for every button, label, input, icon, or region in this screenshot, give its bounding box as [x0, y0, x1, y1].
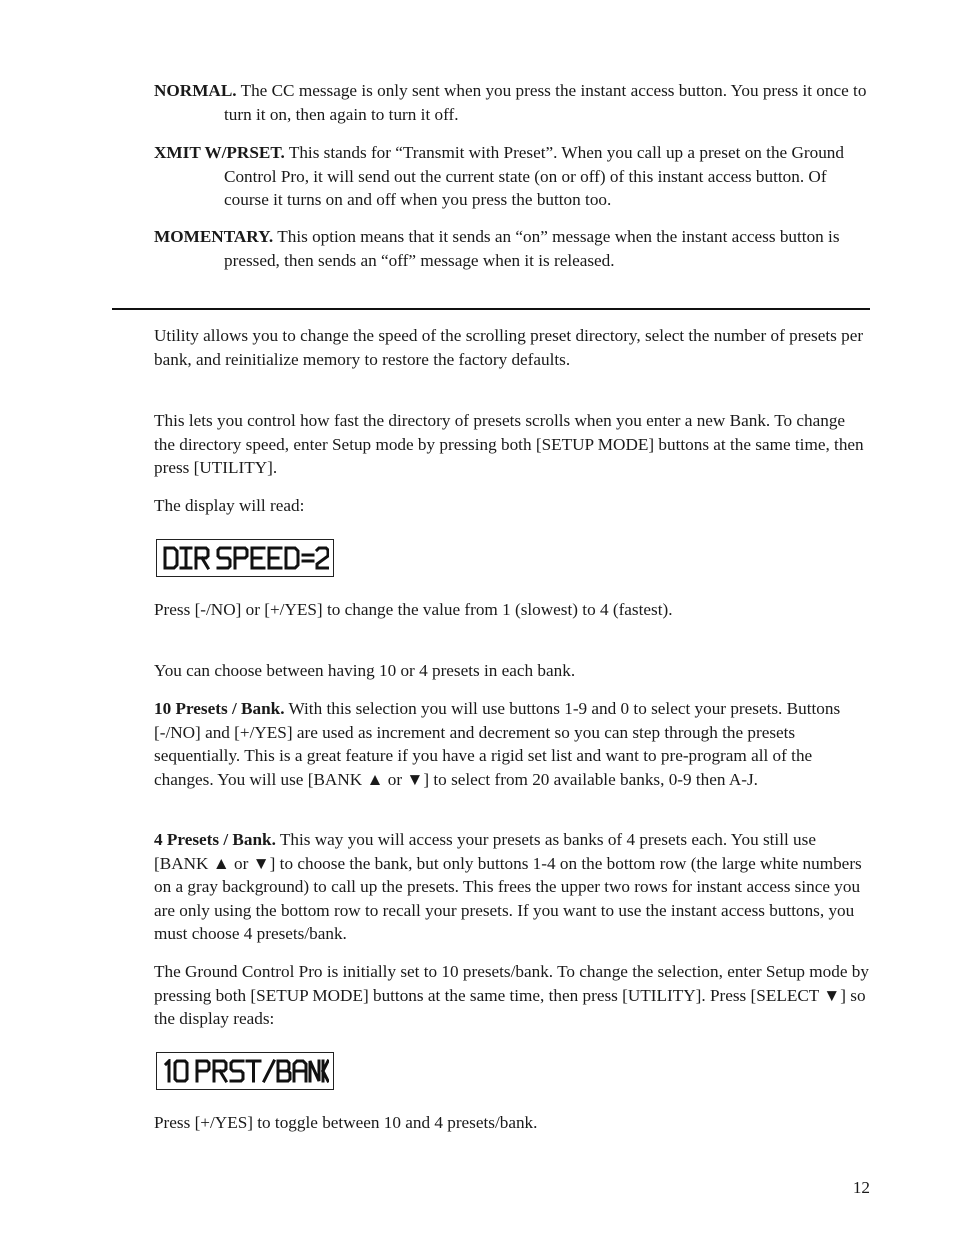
mode-normal-paragraph — [154, 79, 870, 126]
section-divider — [112, 308, 870, 310]
four-presets-text: This way you will access your presets as banks of 4 presets each. You still use [BANK ▲ or ▼] to choose the bank, but only buttons 1-4 on the bottom row (the large white numbers on a gray background) to call up the presets. This frees the upper two rows for instant access since you are only using the bottom row to recall your presets. If you want to use the instant access buttons, you must choose 4 presets/bank. — [154, 830, 862, 943]
initial-setting-paragraph: The Ground Control Pro is initially set to 10 presets/bank. To change the selection, enter Setup mode by pressing both [SETUP MODE] buttons at the same time, then press [UTILITY]. Press [SELECT ▼] so the display reads: — [154, 962, 869, 1028]
mode-xmit-paragraph — [154, 141, 870, 212]
four-presets-term: 4 Presets / Bank. — [154, 830, 276, 849]
lcd-display-dir-speed — [156, 539, 334, 577]
toggle-press: Press [+/YES] to toggle between 10 and 4 presets/bank. — [154, 1113, 538, 1132]
mode-normal-term: NORMAL. — [154, 81, 237, 100]
ten-presets-term: 10 Presets / Bank. — [154, 699, 285, 718]
lcd-text-prst-bank — [163, 1059, 329, 1085]
lcd-display-prst-bank — [156, 1052, 334, 1090]
mode-momentary-term: MOMENTARY. — [154, 227, 274, 246]
page-number: 12 — [852, 1178, 870, 1197]
display-intro: The display will read: — [154, 496, 305, 515]
mode-momentary-paragraph — [154, 225, 870, 272]
ten-presets-text: With this selection you will use buttons 1-9 and 0 to select your presets. Buttons [-/NO] and [+/YES] are used as increment and decrement so you can step through the presets sequentially. This is a great feature if you have a rigid set list and want to pre-program all of the changes. You will use [BANK ▲ or ▼] to select from 20 available banks, 0-9 then A-J. — [154, 699, 841, 789]
dir-speed-press: Press [-/NO] or [+/YES] to change the value from 1 (slowest) to 4 (fastest). — [154, 600, 673, 619]
utility-intro: Utility allows you to change the speed of the scrolling preset directory, select the number of presets per bank, and reinitialize memory to restore the factory defaults. — [154, 326, 864, 369]
mode-xmit-text: This stands for “Transmit with Preset”. When you call up a preset on the Ground Control Pro, it will send out the current state (on or off) of this instant access button. Of course it turns on and off when you press the button too. — [224, 143, 844, 209]
mode-xmit-term: XMIT W/PRSET. — [154, 143, 285, 162]
mode-momentary-text: This option means that it sends an “on” message when the instant access button is pressed, then sends an “off” message when it is released. — [224, 227, 840, 270]
presets-intro: You can choose between having 10 or 4 presets in each bank. — [154, 661, 576, 680]
mode-normal-text: The CC message is only sent when you press the instant access button. You press it once to turn it on, then again to turn it off. — [224, 81, 867, 124]
four-presets-paragraph — [154, 828, 870, 946]
dir-speed-paragraph: This lets you control how fast the directory of presets scrolls when you enter a new Bank. To change the directory speed, enter Setup mode by pressing both [SETUP MODE] buttons at the same time, then press [UTILITY]. — [154, 411, 864, 477]
ten-presets-paragraph — [154, 697, 870, 791]
lcd-text-dir-speed — [163, 546, 329, 572]
